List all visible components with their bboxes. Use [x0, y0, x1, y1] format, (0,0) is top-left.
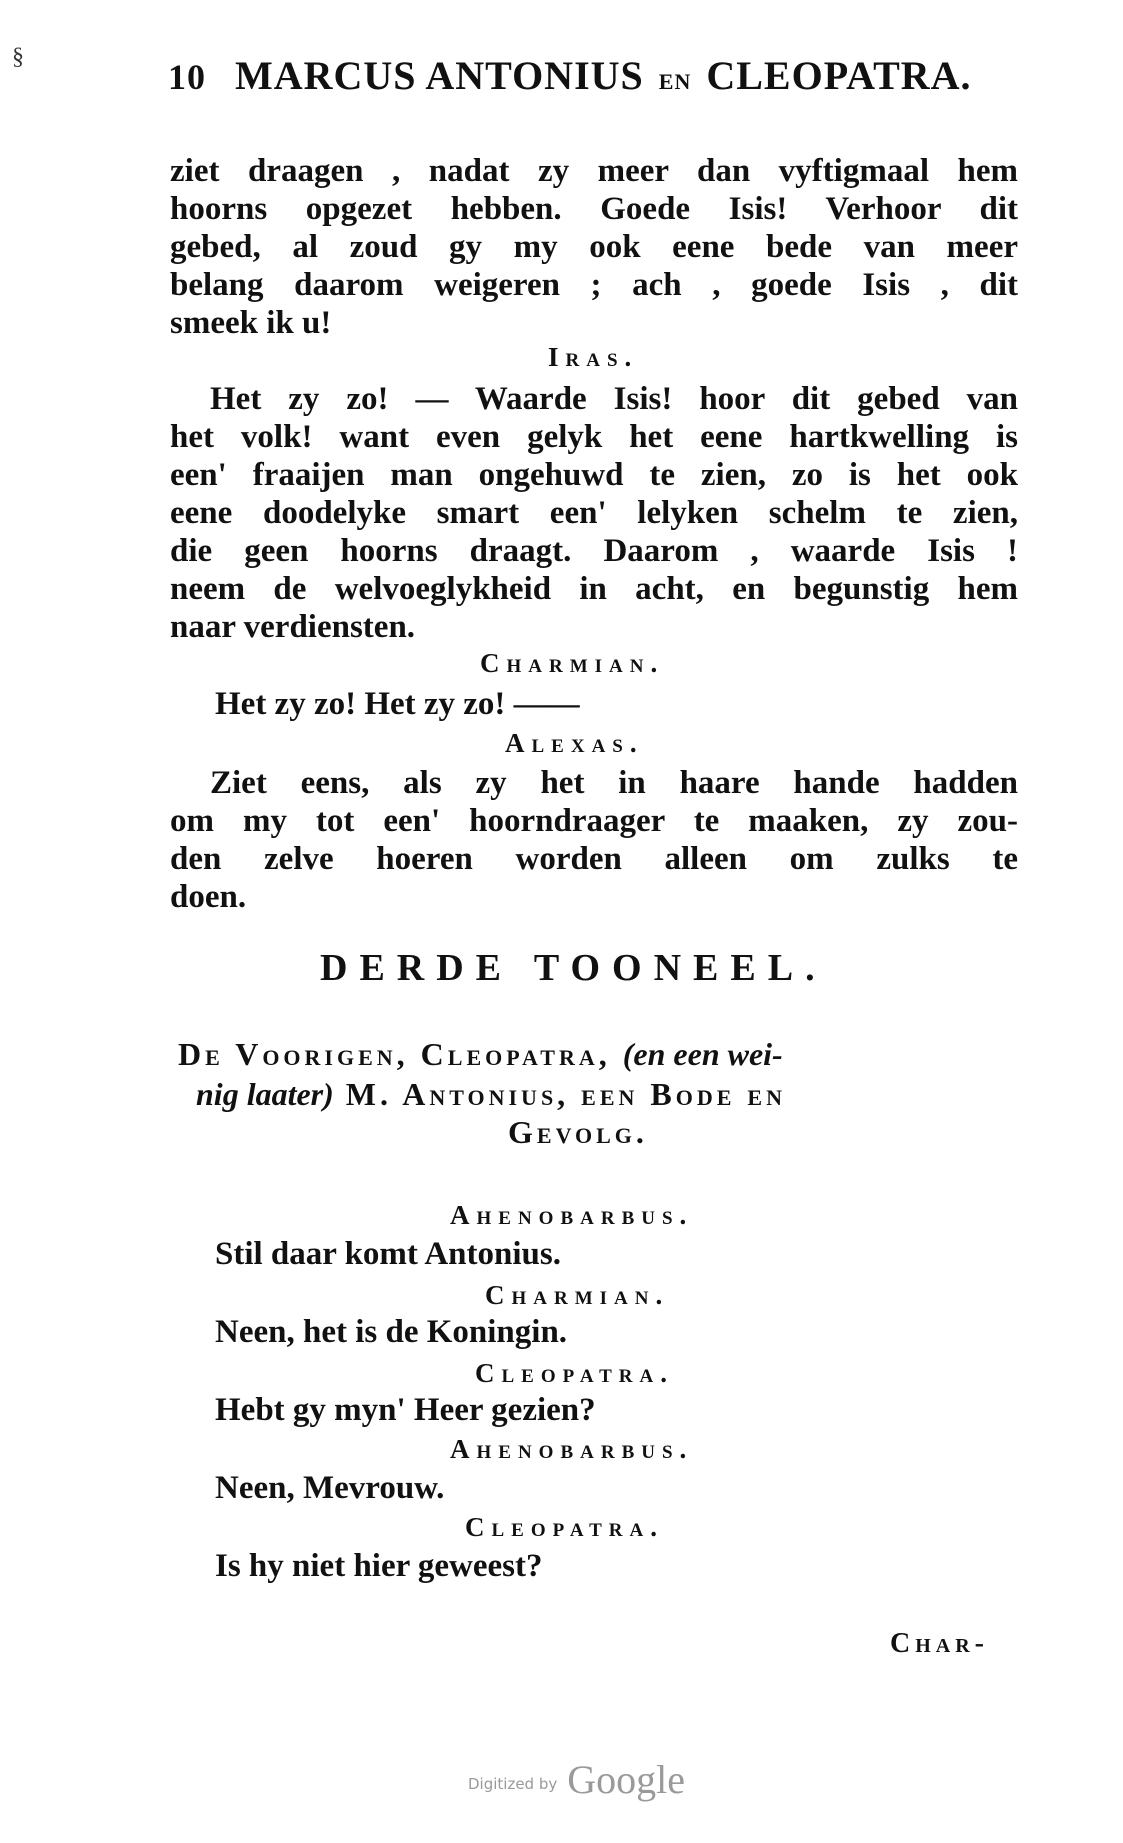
speaker-name: Ahenobarbus.: [450, 1200, 694, 1230]
dialogue-line: Neen, het is de Koningin.: [215, 1314, 568, 1350]
speaker-name: Ahenobarbus.: [450, 1434, 694, 1464]
cast-line: [178, 1036, 783, 1073]
text-line: ziet draagen , nadat zy meer dan vyftigmaal hem: [170, 153, 1018, 189]
header-title-left: MARCUS ANTONIUS: [235, 53, 644, 98]
text-line: eene doodelyke smart een' lelyken schelm te zien,: [170, 495, 1018, 531]
dialogue-line: Neen, Mevrouw.: [215, 1470, 445, 1506]
dialogue-line: Is hy niet hier geweest?: [215, 1548, 543, 1584]
header-title-right: CLEOPATRA.: [706, 53, 972, 98]
speaker-name: Iras.: [548, 342, 639, 372]
text-line: om my tot een' hoorndraager te maaken, zy zou-: [170, 803, 1018, 839]
speaker-name: Charmian.: [480, 648, 665, 678]
text-line: Ziet eens, als zy het in haare hande hadden: [210, 765, 1018, 801]
text-line: Het zy zo! Het zy zo! ——: [215, 686, 580, 722]
watermark-small: Digitized by: [468, 1775, 558, 1793]
catchword: Char-: [890, 1628, 989, 1659]
dialogue-line: Stil daar komt Antonius.: [215, 1236, 561, 1272]
text-line: naar verdiensten.: [170, 609, 416, 645]
cast-line: Gevolg.: [508, 1114, 648, 1150]
cast-line: [196, 1076, 786, 1113]
watermark-logo: Google: [567, 1757, 686, 1802]
speaker-name: Charmian.: [485, 1280, 670, 1310]
text-line: hoorns opgezet hebben. Goede Isis! Verhoor dit: [170, 191, 1018, 227]
margin-mark: §: [12, 44, 24, 70]
page-number: 10: [168, 57, 206, 97]
text-line: Het zy zo! — Waarde Isis! hoor dit gebed van: [210, 381, 1018, 417]
scene-title: DERDE TOONEEL.: [320, 947, 827, 989]
digitized-watermark: [468, 1756, 685, 1803]
running-header: [168, 52, 972, 99]
speaker-name: Cleopatra.: [465, 1512, 664, 1542]
cast-text: M. Antonius, een Bode en: [345, 1076, 786, 1112]
text-line: die geen hoorns draagt. Daarom , waarde Isis !: [170, 533, 1018, 569]
text-line: neem de welvoeglykheid in acht, en begunstig hem: [170, 571, 1018, 607]
text-line: belang daarom weigeren ; ach , goede Isis , dit: [170, 267, 1018, 303]
dialogue-line: Hebt gy myn' Heer gezien?: [215, 1392, 596, 1428]
text-line: smeek ik u!: [170, 305, 332, 341]
cast-text: De Voorigen, Cleopatra,: [178, 1036, 611, 1072]
cast-stage-direction: nig laater): [196, 1076, 334, 1112]
text-line: een' fraaijen man ongehuwd te zien, zo is het ook: [170, 457, 1018, 493]
text-line: den zelve hoeren worden alleen om zulks te: [170, 841, 1018, 877]
header-conj: EN: [658, 69, 692, 94]
speaker-name: Alexas.: [505, 728, 644, 758]
cast-stage-direction: (en een wei-: [622, 1036, 783, 1072]
speaker-name: Cleopatra.: [475, 1358, 674, 1388]
text-line: doen.: [170, 879, 247, 915]
text-line: gebed, al zoud gy my ook eene bede van meer: [170, 229, 1018, 265]
text-line: het volk! want even gelyk het eene hartkwelling is: [170, 419, 1018, 455]
